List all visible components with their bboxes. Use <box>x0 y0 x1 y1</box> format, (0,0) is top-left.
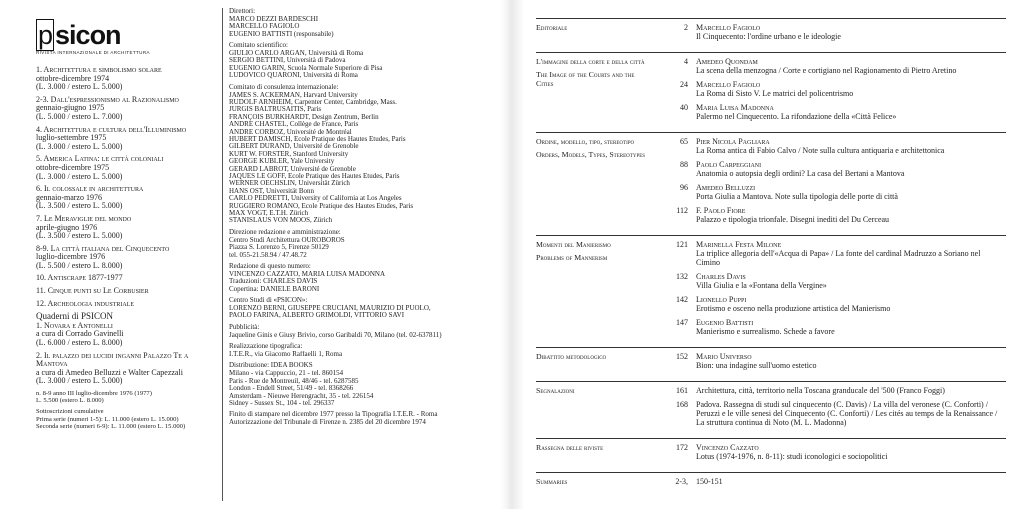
section-labels <box>536 57 656 126</box>
logo-wordmark <box>36 22 216 49</box>
toc-entry <box>656 443 1006 461</box>
issue-item: 10. Antiscrape 1877-1977 <box>36 273 123 283</box>
toc-section <box>536 132 1006 235</box>
page-number: 65 <box>680 137 688 146</box>
quaderni-heading: Quaderni di PSICON <box>36 311 113 322</box>
section-labels <box>536 477 656 491</box>
page-number: 132 <box>676 272 688 281</box>
section-label: Segnalazioni <box>536 386 575 395</box>
section-entries <box>656 386 1006 432</box>
section-entries <box>656 57 1006 126</box>
entry-body <box>696 80 1006 98</box>
left-page <box>0 0 500 509</box>
page-number: 24 <box>680 80 688 89</box>
page-number: 161 <box>676 386 688 395</box>
section-entries <box>656 477 1006 491</box>
toc-section <box>536 438 1006 472</box>
entry-body <box>696 443 1006 461</box>
issue-item: 7. Le Meraviglie del mondo aprile-giugno 1976 (L. 3.500 / estero L. 5.000) <box>36 213 132 241</box>
entry-author: F. Paolo Fiore <box>696 206 746 215</box>
toc-entry <box>656 386 1006 395</box>
entry-body <box>696 477 1006 486</box>
issue-item: 12. Archeologia industriale <box>36 298 134 308</box>
toc-entry <box>656 80 1006 98</box>
toc-section <box>536 52 1006 132</box>
entry-body <box>696 137 1006 155</box>
entry-title: Manierismo e surrealismo. Schede a favore <box>696 327 835 336</box>
page-number: 121 <box>676 240 688 249</box>
section-label: The Image of the Courts and the Cities <box>536 70 635 88</box>
toc-entry <box>656 183 1006 201</box>
entry-title: La triplice allegoria dell'«Acqua di Papa» / La fonte del cardinal Madruzzo a Soriano nel Cimino <box>696 249 981 267</box>
redazione-block: Direzione redazione e amministrazione: Centro Studi Architettura OUROBOROS Piazza S. Lorenzo 5, Firenze 50129 tel. 055-21.58.94 / 47.48.72 <box>229 227 345 259</box>
section-label: Rassegna delle riviste <box>536 443 604 452</box>
section-entries <box>656 137 1006 229</box>
entry-body <box>696 57 1006 75</box>
section-label: Editoriale <box>536 23 568 32</box>
issue-item: 2-3. Dall'espressionismo al Razionalismo gennaio-giugno 1975 (L. 5.000 / estero L. 7.000) <box>36 94 179 121</box>
entry-title: La Roma di Sisto V. Le matrici del policentrismo <box>696 89 854 98</box>
entry-body <box>696 386 1006 395</box>
table-of-contents <box>536 18 1006 497</box>
toc-entry <box>656 160 1006 178</box>
entry-author: Mario Universo <box>696 352 752 361</box>
toc-section <box>536 18 1006 52</box>
toc-entry <box>656 240 1006 267</box>
entry-title: Erotismo e osceno nella produzione artistica del Manierismo <box>696 304 891 313</box>
section-labels <box>536 386 656 432</box>
page-number: 142 <box>676 295 688 304</box>
quaderno-item: 2. Il palazzo dei lucidi inganni Palazzo Te a Mantova a cura di Amedeo Belluzzi e Walter Capezzali (L. 3.000 / estero L. 5.000) <box>36 350 189 386</box>
centro-studi-block: Centro Studi di «PSICON»: LORENZO BERNI, GIUSEPPE CRUCIANI, MAURIZIO DI PUOLO, PAOLO FARINA, ALBERTO GRIMOLDI, VITTORIO SAVI <box>229 296 431 320</box>
entry-body <box>696 352 1006 370</box>
page-number: 2 <box>684 23 688 32</box>
entry-author: Marcello Fagiolo <box>696 80 761 89</box>
entry-body <box>696 295 1006 313</box>
entry-title: La scena della menzogna / Corte e cortigiano nel Ragionamento di Pietro Aretino <box>696 66 957 75</box>
entry-author: Amedeo Quondam <box>696 57 758 66</box>
entry-title: Villa Giulia e la «Fontana della Vergine» <box>696 281 827 290</box>
section-entries <box>656 443 1006 466</box>
entry-body <box>696 272 1006 290</box>
tipografica-block: Realizzazione tipografica: I.T.E.R., via Giacomo Raffaelli 1, Roma <box>229 342 343 359</box>
toc-entry <box>656 137 1006 155</box>
section-label: L'immagine della corte e della città <box>536 57 645 66</box>
logo-p: p <box>38 20 53 50</box>
toc-entry <box>656 23 1006 41</box>
toc-entry <box>656 318 1006 336</box>
masthead-column <box>222 8 497 501</box>
right-page <box>524 0 1024 509</box>
page-number: 168 <box>676 400 688 409</box>
entry-title: Anatomia o autopsia degli ordini? La casa del Bertani a Mantova <box>696 169 905 178</box>
entry-author: Maria Luisa Madonna <box>696 103 774 112</box>
entry-body <box>696 23 1006 41</box>
toc-entry <box>656 477 1006 486</box>
entry-title: Lotus (1974-1976, n. 8-11): studi iconologici e sociopolitici <box>696 452 888 461</box>
entry-body <box>696 206 1006 224</box>
entry-title: 150-151 <box>696 477 723 486</box>
section-label: Orders, Models, Types, Stereotypes <box>536 150 646 159</box>
distribuzione-block: Distribuzione: IDEA BOOKS Milano - via Cappuccio, 21 - tel. 860154 Paris - Rue de Montreuil, 48/46 - tel. 6287585 London - Endell Street, 51/49 - tel. 8368266 Amsterdam - Nieuwe Herengracht, 35 - tel. 226154 Sidney - Sussex St., 104 - tel. 296337 <box>229 361 374 407</box>
page-number: 4 <box>684 57 688 66</box>
section-label: Problems of Mannerism <box>536 253 608 262</box>
entry-author: Amedeo Belluzzi <box>696 183 756 192</box>
section-label: Summaries <box>536 477 568 486</box>
direttori-block: Direttori: MARCO DEZZI BARDESCHI MARCELLO FAGIOLO EUGENIO BATTISTI (responsabile) <box>229 7 334 38</box>
issue-item: 1. Architettura e simbolismo solare ottobre-dicembre 1974 (L. 3.000 / estero L. 5.000) <box>36 65 162 92</box>
section-labels <box>536 352 656 375</box>
colophon-block: Finito di stampare nel dicembre 1977 presso la Tipografia I.T.E.R. - Roma Autorizzazione del Tribunale di Firenze n. 2385 del 20 dicembre 1974 <box>229 411 438 427</box>
redazione-numero-block: Redazione di questo numero: VINCENZO CAZZATO, MARIA LUISA MADONNA Traduzioni: CHARLES DAVIS Copertina: DANIELE BARONI <box>229 262 386 293</box>
section-labels <box>536 240 656 341</box>
page-number: 112 <box>676 206 688 215</box>
logo-subtitle: RIVISTA INTERNAZIONALE DI ARCHITETTURA <box>36 50 150 55</box>
section-label: Momenti del Manierismo <box>536 240 611 249</box>
toc-entry <box>656 352 1006 370</box>
toc-entry <box>656 103 1006 121</box>
issues-column <box>36 22 216 434</box>
page-number: 152 <box>676 352 688 361</box>
entry-author: Vincenzo Cazzato <box>696 443 759 452</box>
section-labels <box>536 23 656 46</box>
entry-body <box>696 318 1006 336</box>
entry-title: Bion: una indagine sull'uomo estetico <box>696 361 817 370</box>
issue-item: 4. Architettura e cultura dell'Illuminismo luglio-settembre 1975 (L. 3.000 / estero L. 5.000) <box>36 124 187 151</box>
section-entries <box>656 23 1006 46</box>
issue-item: 8-9. La città italiana del Cinquecento luglio-dicembre 1976 (L. 5.500 / estero L. 8.000) <box>36 243 170 270</box>
issue-item: 6. Il colossale in architettura gennaio-marzo 1976 (L. 3.500 / estero L. 5.000) <box>36 184 144 211</box>
quaderno-item: 1. Novara e Antonelli a cura di Corrado Gavinelli (L. 6.000 / estero L. 8.000) <box>36 320 124 348</box>
entry-title: Palermo nel Cinquecento. La rifondazione della «Città Felice» <box>696 112 897 121</box>
issue-item: 5. America Latina: le città coloniali ottobre-dicembre 1975 (L. 3.000 / estero L. 5.000) <box>36 154 164 181</box>
entry-title: Architettura, città, territorio nella Toscana granducale del '500 (Franco Foggi) <box>696 386 945 395</box>
entry-author: Marinella Festa Milone <box>696 240 782 249</box>
toc-section <box>536 235 1006 347</box>
entry-body <box>696 183 1006 201</box>
back-issues-list <box>36 66 216 430</box>
entry-title: Palazzo e tipologia trionfale. Disegni inediti del Du Cerceau <box>696 215 890 224</box>
pubblicita-block: Pubblicità: Jaqueline Ginis e Giusy Brivio, corso Garibaldi 70, Milano (tel. 02-637811) <box>229 322 442 339</box>
section-entries <box>656 240 1006 341</box>
toc-section <box>536 472 1006 497</box>
section-entries <box>656 352 1006 375</box>
toc-entry <box>656 57 1006 75</box>
entry-body <box>696 103 1006 121</box>
toc-entry <box>656 400 1006 427</box>
issue-item: 11. Cinque punti su Le Corbusier <box>36 286 149 296</box>
comitato-scientifico-block: Comitato scientifico: GIULIO CARLO ARGAN, Università di Roma SERGIO BETTINI, Università di Padova EUGENIO GARIN, Scuola Normale Superiore di Pisa LUDOVICO QUARONI, Università di Roma <box>229 41 383 80</box>
entry-body <box>696 400 1006 427</box>
entry-body <box>696 160 1006 178</box>
page-number: 88 <box>680 160 688 169</box>
page-number: 96 <box>680 183 688 192</box>
page-number: 147 <box>676 318 688 327</box>
toc-entry <box>656 272 1006 290</box>
psicon-logo <box>36 20 216 55</box>
entry-author: Eugenio Battisti <box>696 318 754 327</box>
entry-body <box>696 240 1006 267</box>
page-fold <box>500 0 524 509</box>
toc-entry <box>656 206 1006 224</box>
entry-author: Paolo Carpeggiani <box>696 160 762 169</box>
toc-entry <box>656 295 1006 313</box>
section-labels <box>536 137 656 229</box>
section-label: Dibattito metodologico <box>536 352 607 361</box>
entry-title: Il Cinquecento: l'ordine urbano e le ideologie <box>696 32 841 41</box>
entry-title: Porta Giulia a Mantova. Note sulla tipologia delle porte di città <box>696 192 898 201</box>
subscription-note: Sottoscrizioni cumulative Prima serie (numeri 1-5): L. 11.000 (estero L. 15.000) Seconda serie (numeri 6-9): L. 11.000 (estero L. 15.000) <box>36 408 186 430</box>
price-note: n. 8-9 anno III luglio-dicembre 1976 (1977) L. 5.500 (estero L. 8.000) <box>36 390 152 405</box>
entry-author: Lionello Puppi <box>696 295 747 304</box>
comitato-consulenza-block: Comitato di consulenza internazionale: JAMES S. ACKERMAN, Harvard University RUDOLF ARNHEIM, Carpenter Center, Cambridge, Mass. JURGIS BALTRUSAITIS, Paris FRANÇOIS BURKHARDT, Design Zentrum, Berlin ANDRÉ CHASTEL, Collège de France, Paris ANDRÉ CORBOZ, Université de Montréal HUBERT DAMISCH, École Pratique des Hautes Études, Paris GILBERT DURAND, Université de Grenoble KURT W. FORSTER, Stanford University GEORGE KUBLER, Yale University GERARD LABROT, Université de Grenoble JAQUES LE GOFF, École Pratique des Hautes Études, Paris WERNER OECHSLIN, Universität Zürich HANS OST, Universität Bonn CARLO PEDRETTI, University of California at Los Angeles RUGGIERO ROMANO, École Pratique des Hautes Études, Paris MAX VOGT, E.T.H. Zürich STANISLAUS VON MOOS, Zürich <box>229 82 414 225</box>
section-labels <box>536 443 656 466</box>
entry-author: Marcello Fagiolo <box>696 23 761 32</box>
toc-section <box>536 347 1006 381</box>
page-number: 2-3, <box>675 477 688 486</box>
entry-title: Padova. Rassegna di studi sul cinquecento (C. Davis) / La villa del veronese (C. Conforti) / Peruzzi e le ville senesi del Cinquecento (C. Conforti) / Les cités au temps de la Renaissance / La struttura continua di Noto (M. L. Madonna) <box>696 400 998 427</box>
section-label: Ordine, modello, tipo, stereotipo <box>536 137 635 146</box>
entry-title: La Roma antica di Fabio Calvo / Note sulla cultura antiquaria e architettonica <box>696 146 945 155</box>
page-number: 40 <box>680 103 688 112</box>
entry-author: Charles Davis <box>696 272 746 281</box>
page-number: 172 <box>676 443 688 452</box>
entry-author: Pier Nicola Pagliara <box>696 137 770 146</box>
toc-section <box>536 381 1006 438</box>
logo-rest: sicon <box>55 20 121 50</box>
